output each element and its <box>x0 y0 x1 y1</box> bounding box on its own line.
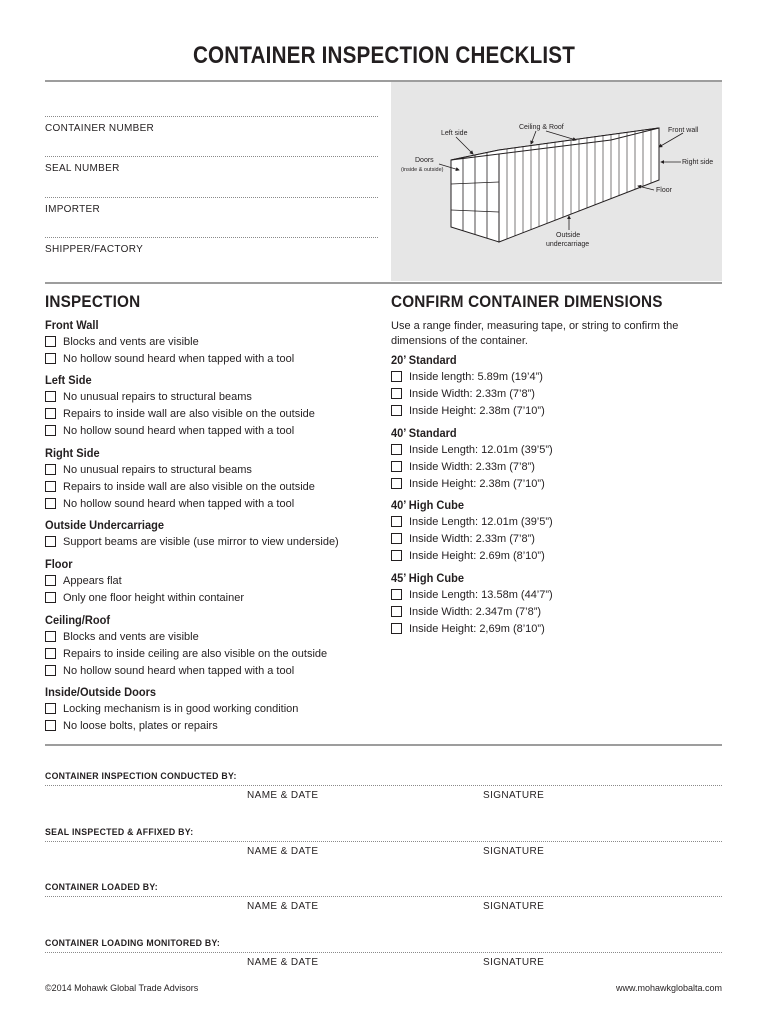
checklist-item[interactable]: Inside Height: 2.38m (7’10”) <box>391 404 721 421</box>
right-side-group <box>45 446 375 514</box>
field-label: IMPORTER <box>45 204 100 215</box>
group-title: 40’ High Cube <box>391 498 465 512</box>
checklist-item[interactable]: Inside Length: 12.01m (39’5”) <box>391 443 721 460</box>
field-label: CONTAINER NUMBER <box>45 123 155 134</box>
field-label: SEAL NUMBER <box>45 163 120 174</box>
group-title: 20’ Standard <box>391 353 457 367</box>
checkbox[interactable] <box>391 405 402 416</box>
group-title: 40’ Standard <box>391 426 457 440</box>
floor-group <box>45 557 375 608</box>
checklist-item[interactable]: No loose bolts, plates or repairs <box>45 719 375 736</box>
checklist-item[interactable]: Inside Width: 2.33m (7’8”) <box>391 532 721 549</box>
checkbox[interactable] <box>391 550 402 561</box>
svg-text:Floor: Floor <box>656 187 672 194</box>
40ft-standard-group <box>391 426 721 494</box>
checklist-item[interactable]: Inside Height: 2.69m (8’10”) <box>391 549 721 566</box>
checkbox[interactable] <box>391 371 402 382</box>
footer-copyright: ©2014 Mohawk Global Trade Advisors <box>45 983 199 993</box>
checkbox[interactable] <box>45 408 56 419</box>
checklist-item[interactable]: Repairs to inside wall are also visible on the outside <box>45 480 375 497</box>
shipper-factory-field[interactable] <box>45 244 378 260</box>
field-label: SHIPPER/FACTORY <box>45 244 144 255</box>
ceiling-roof-group <box>45 613 375 681</box>
dimensions-heading: CONFIRM CONTAINER DIMENSIONS <box>391 292 663 311</box>
checklist-item[interactable]: Inside Width: 2.33m (7’8”) <box>391 387 721 404</box>
checklist-item[interactable]: Support beams are visible (use mirror to view underside) <box>45 535 375 552</box>
checkbox[interactable] <box>391 516 402 527</box>
svg-text:Right side: Right side <box>682 159 714 166</box>
group-title: Floor <box>45 557 73 571</box>
group-title: Right Side <box>45 446 100 460</box>
signature-title: SEAL INSPECTED & AFFIXED BY: <box>45 827 194 838</box>
name-date-label: NAME & DATE <box>247 790 319 801</box>
checkbox[interactable] <box>391 606 402 617</box>
front-wall-group <box>45 318 375 369</box>
checklist-item[interactable]: Inside Length: 13.58m (44’7”) <box>391 588 721 605</box>
checkbox[interactable] <box>391 533 402 544</box>
checkbox[interactable] <box>45 592 56 603</box>
signature-title: CONTAINER LOADING MONITORED BY: <box>45 938 221 949</box>
doors-group <box>45 685 375 736</box>
checkbox[interactable] <box>45 336 56 347</box>
checkbox[interactable] <box>45 575 56 586</box>
loading-monitored-signature[interactable] <box>45 938 722 978</box>
inspection-conducted-signature[interactable] <box>45 771 722 811</box>
svg-text:(inside & outside): (inside & outside) <box>401 167 444 173</box>
checklist-item[interactable]: No unusual repairs to structural beams <box>45 390 375 407</box>
svg-text:Left side: Left side <box>441 130 468 137</box>
checkbox[interactable] <box>45 353 56 364</box>
seal-number-field[interactable] <box>45 163 378 179</box>
divider-bottom <box>45 744 722 746</box>
seal-inspected-signature[interactable] <box>45 827 722 867</box>
checkbox[interactable] <box>45 536 56 547</box>
checkbox[interactable] <box>45 703 56 714</box>
signature-label: SIGNATURE <box>483 901 545 912</box>
checkbox[interactable] <box>45 665 56 676</box>
name-date-label: NAME & DATE <box>247 957 319 968</box>
svg-text:Ceiling & Roof: Ceiling & Roof <box>519 124 564 131</box>
40ft-high-cube-group <box>391 498 721 566</box>
checkbox[interactable] <box>391 589 402 600</box>
page-title: CONTAINER INSPECTION CHECKLIST <box>192 42 576 69</box>
signature-label: SIGNATURE <box>483 790 545 801</box>
checklist-item[interactable]: No hollow sound heard when tapped with a tool <box>45 424 375 441</box>
checkbox[interactable] <box>45 720 56 731</box>
container-number-field[interactable] <box>45 123 378 139</box>
signature-label: SIGNATURE <box>483 957 545 968</box>
checkbox[interactable] <box>45 648 56 659</box>
checklist-item[interactable]: No hollow sound heard when tapped with a tool <box>45 497 375 514</box>
checkbox[interactable] <box>45 481 56 492</box>
divider-middle <box>45 282 722 284</box>
checklist-item[interactable]: Locking mechanism is in good working condition <box>45 702 375 719</box>
checklist-item[interactable]: Inside Width: 2.347m (7’8”) <box>391 605 721 622</box>
svg-text:Front wall: Front wall <box>668 127 699 134</box>
checklist-item[interactable]: Blocks and vents are visible <box>45 335 375 352</box>
group-title: Ceiling/Roof <box>45 613 111 627</box>
checklist-item[interactable]: Inside length: 5.89m (19’4”) <box>391 370 721 387</box>
checkbox[interactable] <box>391 388 402 399</box>
group-title: Inside/Outside Doors <box>45 685 157 699</box>
checkbox[interactable] <box>45 391 56 402</box>
container-diagram <box>391 82 722 281</box>
signature-label: SIGNATURE <box>483 846 545 857</box>
checkbox[interactable] <box>391 623 402 634</box>
inspection-heading: INSPECTION <box>45 292 141 311</box>
name-date-label: NAME & DATE <box>247 846 319 857</box>
checkbox[interactable] <box>45 464 56 475</box>
checkbox[interactable] <box>391 444 402 455</box>
checklist-item[interactable]: Inside Height: 2,69m (8’10”) <box>391 622 721 639</box>
group-title: Left Side <box>45 373 92 387</box>
container-loaded-signature[interactable] <box>45 882 722 922</box>
signature-title: CONTAINER INSPECTION CONDUCTED BY: <box>45 771 237 782</box>
importer-field[interactable] <box>45 204 378 220</box>
signature-title: CONTAINER LOADED BY: <box>45 882 158 893</box>
20ft-standard-group <box>391 353 721 421</box>
checklist-item[interactable]: No unusual repairs to structural beams <box>45 463 375 480</box>
svg-text:Outside: Outside <box>556 232 581 239</box>
group-title: Front Wall <box>45 318 99 332</box>
checklist-item[interactable]: No hollow sound heard when tapped with a tool <box>45 664 375 681</box>
group-title: 45’ High Cube <box>391 571 465 585</box>
dimensions-intro: Use a range finder, measuring tape, or string to confirm the dimensions of the container. <box>391 320 679 347</box>
svg-text:Doors: Doors <box>415 157 434 164</box>
checklist-item[interactable]: Blocks and vents are visible <box>45 630 375 647</box>
checkbox[interactable] <box>45 631 56 642</box>
checkbox[interactable] <box>45 498 56 509</box>
checklist-item[interactable]: Inside Width: 2.33m (7’8”) <box>391 460 721 477</box>
checklist-item[interactable]: Inside Height: 2.38m (7’10”) <box>391 477 721 494</box>
checklist-item[interactable]: Inside Length: 12.01m (39’5”) <box>391 515 721 532</box>
checklist-item[interactable]: Repairs to inside ceiling are also visible on the outside <box>45 647 375 664</box>
checklist-item[interactable]: Appears flat <box>45 574 375 591</box>
checklist-item[interactable]: Only one floor height within container <box>45 591 375 608</box>
group-title: Outside Undercarriage <box>45 518 165 532</box>
checkbox[interactable] <box>391 478 402 489</box>
45ft-high-cube-group <box>391 571 721 639</box>
checklist-item[interactable]: Repairs to inside wall are also visible on the outside <box>45 407 375 424</box>
name-date-label: NAME & DATE <box>247 901 319 912</box>
container-illustration <box>391 82 722 281</box>
footer-website: www.mohawkglobalta.com <box>615 983 722 993</box>
outside-undercarriage-group <box>45 518 375 552</box>
left-side-group <box>45 373 375 441</box>
checkbox[interactable] <box>391 461 402 472</box>
svg-text:undercarriage: undercarriage <box>546 241 590 248</box>
checkbox[interactable] <box>45 425 56 436</box>
checklist-item[interactable]: No hollow sound heard when tapped with a tool <box>45 352 375 369</box>
